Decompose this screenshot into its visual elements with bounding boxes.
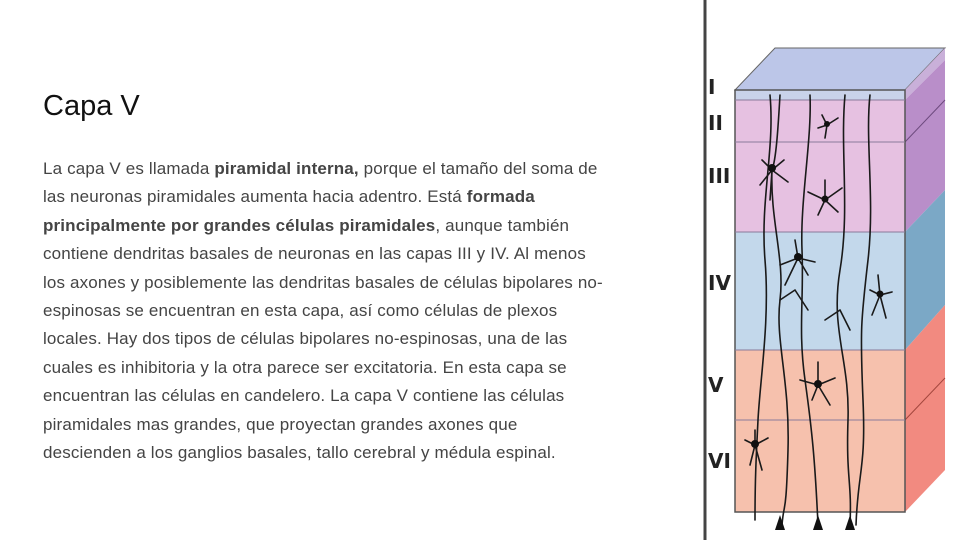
body-text-2: porque el tamaño del soma de las neuronas piramidales aumenta hacia adentro. Está [43,159,598,207]
cortical-layers-diagram [700,0,960,540]
layer-label-i: I [708,75,716,99]
body-text-1: La capa V es llamada [43,159,215,178]
layer-label-ii: II [708,111,723,135]
layer-ii-face [735,100,905,142]
layer-label-iii: III [708,164,731,188]
arrow-up-icon-2 [813,515,823,530]
body-bold-2: formada principalmente por grandes células piramidales [43,187,535,235]
layer-i-face [735,90,905,100]
layer-label-vi: VI [708,449,731,473]
body-bold-1: piramidal interna, [214,159,359,178]
arrow-icons [775,515,855,530]
body-text-3: , aunque también contiene dendritas basales de neuronas en las capas III y IV. Al menos los axones y posiblemente las dendritas basales de células bipolares no-espinosas se encuentran en esta capa, así como células de plexos locales. Hay dos tipos de células bipolares no-espinosas, una de las cuales es inhibitoria y la otra parece ser excitatoria. En esta capa se encuentran las células en candelero. La capa V contiene las células piramidales mas grandes, que proyectan grandes axones que descienden a los ganglios basales, tallo cerebral y médula espinal. [43,215,603,463]
layer-iii-face [735,142,905,232]
slide-body-text [43,155,608,467]
cortex-block-svg [700,0,960,540]
slide-title: Capa V [43,90,140,122]
layer-label-v: V [708,373,724,397]
layer-label-iv: IV [708,271,731,295]
arrow-up-icon-3 [845,515,855,530]
